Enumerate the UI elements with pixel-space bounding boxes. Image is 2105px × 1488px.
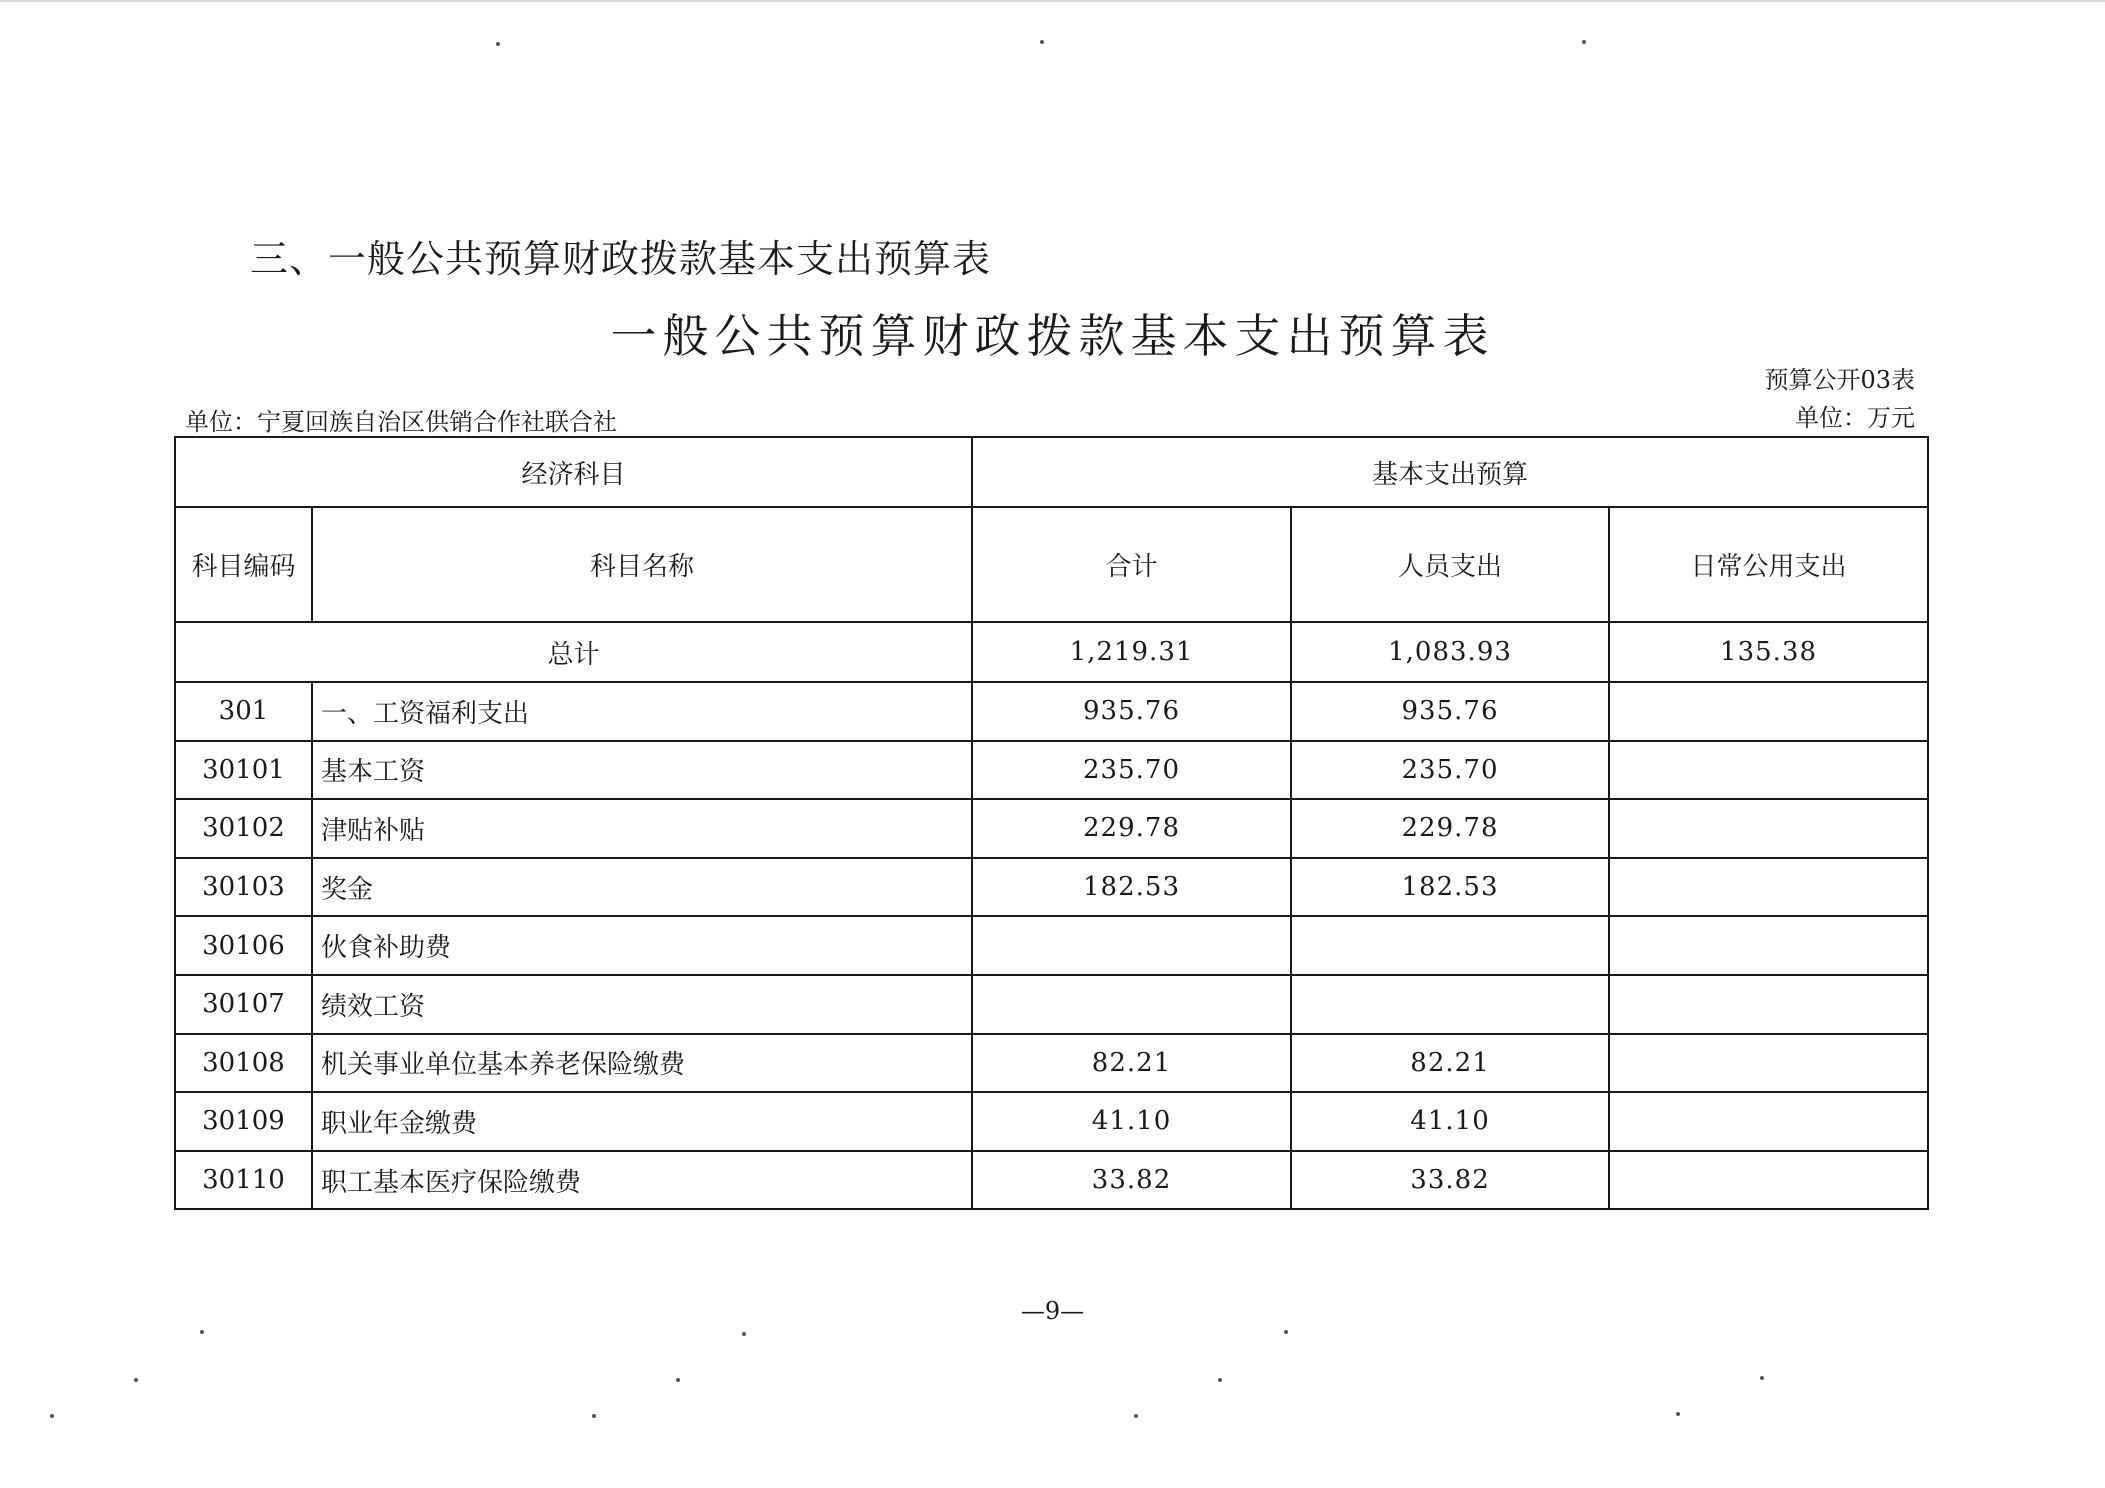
table-row bbox=[175, 916, 1928, 975]
row-code: 30106 bbox=[175, 916, 312, 975]
row-public bbox=[1609, 682, 1928, 741]
section-heading: 三、一般公共预算财政拨款基本支出预算表 bbox=[250, 237, 992, 281]
row-code: 30109 bbox=[175, 1092, 312, 1151]
row-public bbox=[1609, 858, 1928, 917]
row-public bbox=[1609, 1034, 1928, 1093]
header-row-group bbox=[175, 437, 1928, 507]
row-total bbox=[972, 975, 1291, 1034]
scan-speck bbox=[1760, 1376, 1764, 1380]
row-total: 229.78 bbox=[972, 799, 1291, 858]
row-public bbox=[1609, 799, 1928, 858]
scan-speck bbox=[1040, 40, 1044, 44]
scan-speck bbox=[1218, 1378, 1222, 1382]
budget-table bbox=[174, 436, 1929, 1210]
total-personnel: 1,083.93 bbox=[1291, 622, 1609, 682]
row-code: 30103 bbox=[175, 858, 312, 917]
header-basic-expenditure: 基本支出预算 bbox=[972, 437, 1928, 507]
row-name: 机关事业单位基本养老保险缴费 bbox=[312, 1034, 972, 1093]
row-total: 33.82 bbox=[972, 1151, 1291, 1210]
row-personnel: 182.53 bbox=[1291, 858, 1609, 917]
row-personnel: 33.82 bbox=[1291, 1151, 1609, 1210]
scan-speck bbox=[742, 1332, 746, 1336]
row-name: 职工基本医疗保险缴费 bbox=[312, 1151, 972, 1210]
row-total bbox=[972, 916, 1291, 975]
scan-speck bbox=[1582, 40, 1586, 44]
column-header-code: 科目编码 bbox=[175, 507, 312, 622]
table-row bbox=[175, 799, 1928, 858]
table-row bbox=[175, 975, 1928, 1034]
table-row bbox=[175, 682, 1928, 741]
table-row bbox=[175, 1034, 1928, 1093]
row-personnel: 41.10 bbox=[1291, 1092, 1609, 1151]
row-total: 182.53 bbox=[972, 858, 1291, 917]
row-name: 职业年金缴费 bbox=[312, 1092, 972, 1151]
row-total: 82.21 bbox=[972, 1034, 1291, 1093]
column-header-personnel: 人员支出 bbox=[1291, 507, 1609, 622]
row-name: 津贴补贴 bbox=[312, 799, 972, 858]
row-code: 30101 bbox=[175, 741, 312, 800]
row-public bbox=[1609, 916, 1928, 975]
scan-speck bbox=[134, 1378, 138, 1382]
total-row bbox=[175, 622, 1928, 682]
row-name: 一、工资福利支出 bbox=[312, 682, 972, 741]
table-row bbox=[175, 1151, 1928, 1210]
column-header-total: 合计 bbox=[972, 507, 1291, 622]
scan-speck bbox=[496, 42, 500, 46]
row-code: 30102 bbox=[175, 799, 312, 858]
table-row bbox=[175, 741, 1928, 800]
total-public: 135.38 bbox=[1609, 622, 1928, 682]
row-personnel: 235.70 bbox=[1291, 741, 1609, 800]
table-row bbox=[175, 1092, 1928, 1151]
row-personnel bbox=[1291, 975, 1609, 1034]
row-total: 235.70 bbox=[972, 741, 1291, 800]
row-total: 41.10 bbox=[972, 1092, 1291, 1151]
row-public bbox=[1609, 1092, 1928, 1151]
scan-speck bbox=[1134, 1414, 1138, 1418]
header-economic-subject: 经济科目 bbox=[175, 437, 972, 507]
column-header-public: 日常公用支出 bbox=[1609, 507, 1928, 622]
row-total: 935.76 bbox=[972, 682, 1291, 741]
row-personnel: 229.78 bbox=[1291, 799, 1609, 858]
row-personnel: 935.76 bbox=[1291, 682, 1609, 741]
column-header-name: 科目名称 bbox=[312, 507, 972, 622]
total-label: 总计 bbox=[175, 622, 972, 682]
row-public bbox=[1609, 1151, 1928, 1210]
table-row bbox=[175, 858, 1928, 917]
form-number: 预算公开03表 bbox=[1764, 366, 1915, 394]
row-personnel bbox=[1291, 916, 1609, 975]
row-name: 绩效工资 bbox=[312, 975, 972, 1034]
currency-unit: 单位：万元 bbox=[1795, 404, 1915, 432]
page-number: —9— bbox=[1020, 1297, 1085, 1325]
scan-speck bbox=[592, 1414, 596, 1418]
header-row-columns bbox=[175, 507, 1928, 622]
organization-unit: 单位：宁夏回族自治区供销合作社联合社 bbox=[185, 408, 617, 436]
scan-speck bbox=[50, 1414, 54, 1418]
row-code: 30108 bbox=[175, 1034, 312, 1093]
row-name: 伙食补助费 bbox=[312, 916, 972, 975]
scan-speck bbox=[676, 1378, 680, 1382]
total-amount: 1,219.31 bbox=[972, 622, 1291, 682]
scan-speck bbox=[1284, 1330, 1288, 1334]
row-code: 30110 bbox=[175, 1151, 312, 1210]
scan-speck bbox=[200, 1330, 204, 1334]
row-name: 奖金 bbox=[312, 858, 972, 917]
row-name: 基本工资 bbox=[312, 741, 972, 800]
row-public bbox=[1609, 741, 1928, 800]
row-public bbox=[1609, 975, 1928, 1034]
row-code: 301 bbox=[175, 682, 312, 741]
scan-speck bbox=[1676, 1412, 1680, 1416]
scan-top-edge bbox=[0, 0, 2105, 2]
row-personnel: 82.21 bbox=[1291, 1034, 1609, 1093]
row-code: 30107 bbox=[175, 975, 312, 1034]
table-title: 一般公共预算财政拨款基本支出预算表 bbox=[610, 309, 1495, 363]
